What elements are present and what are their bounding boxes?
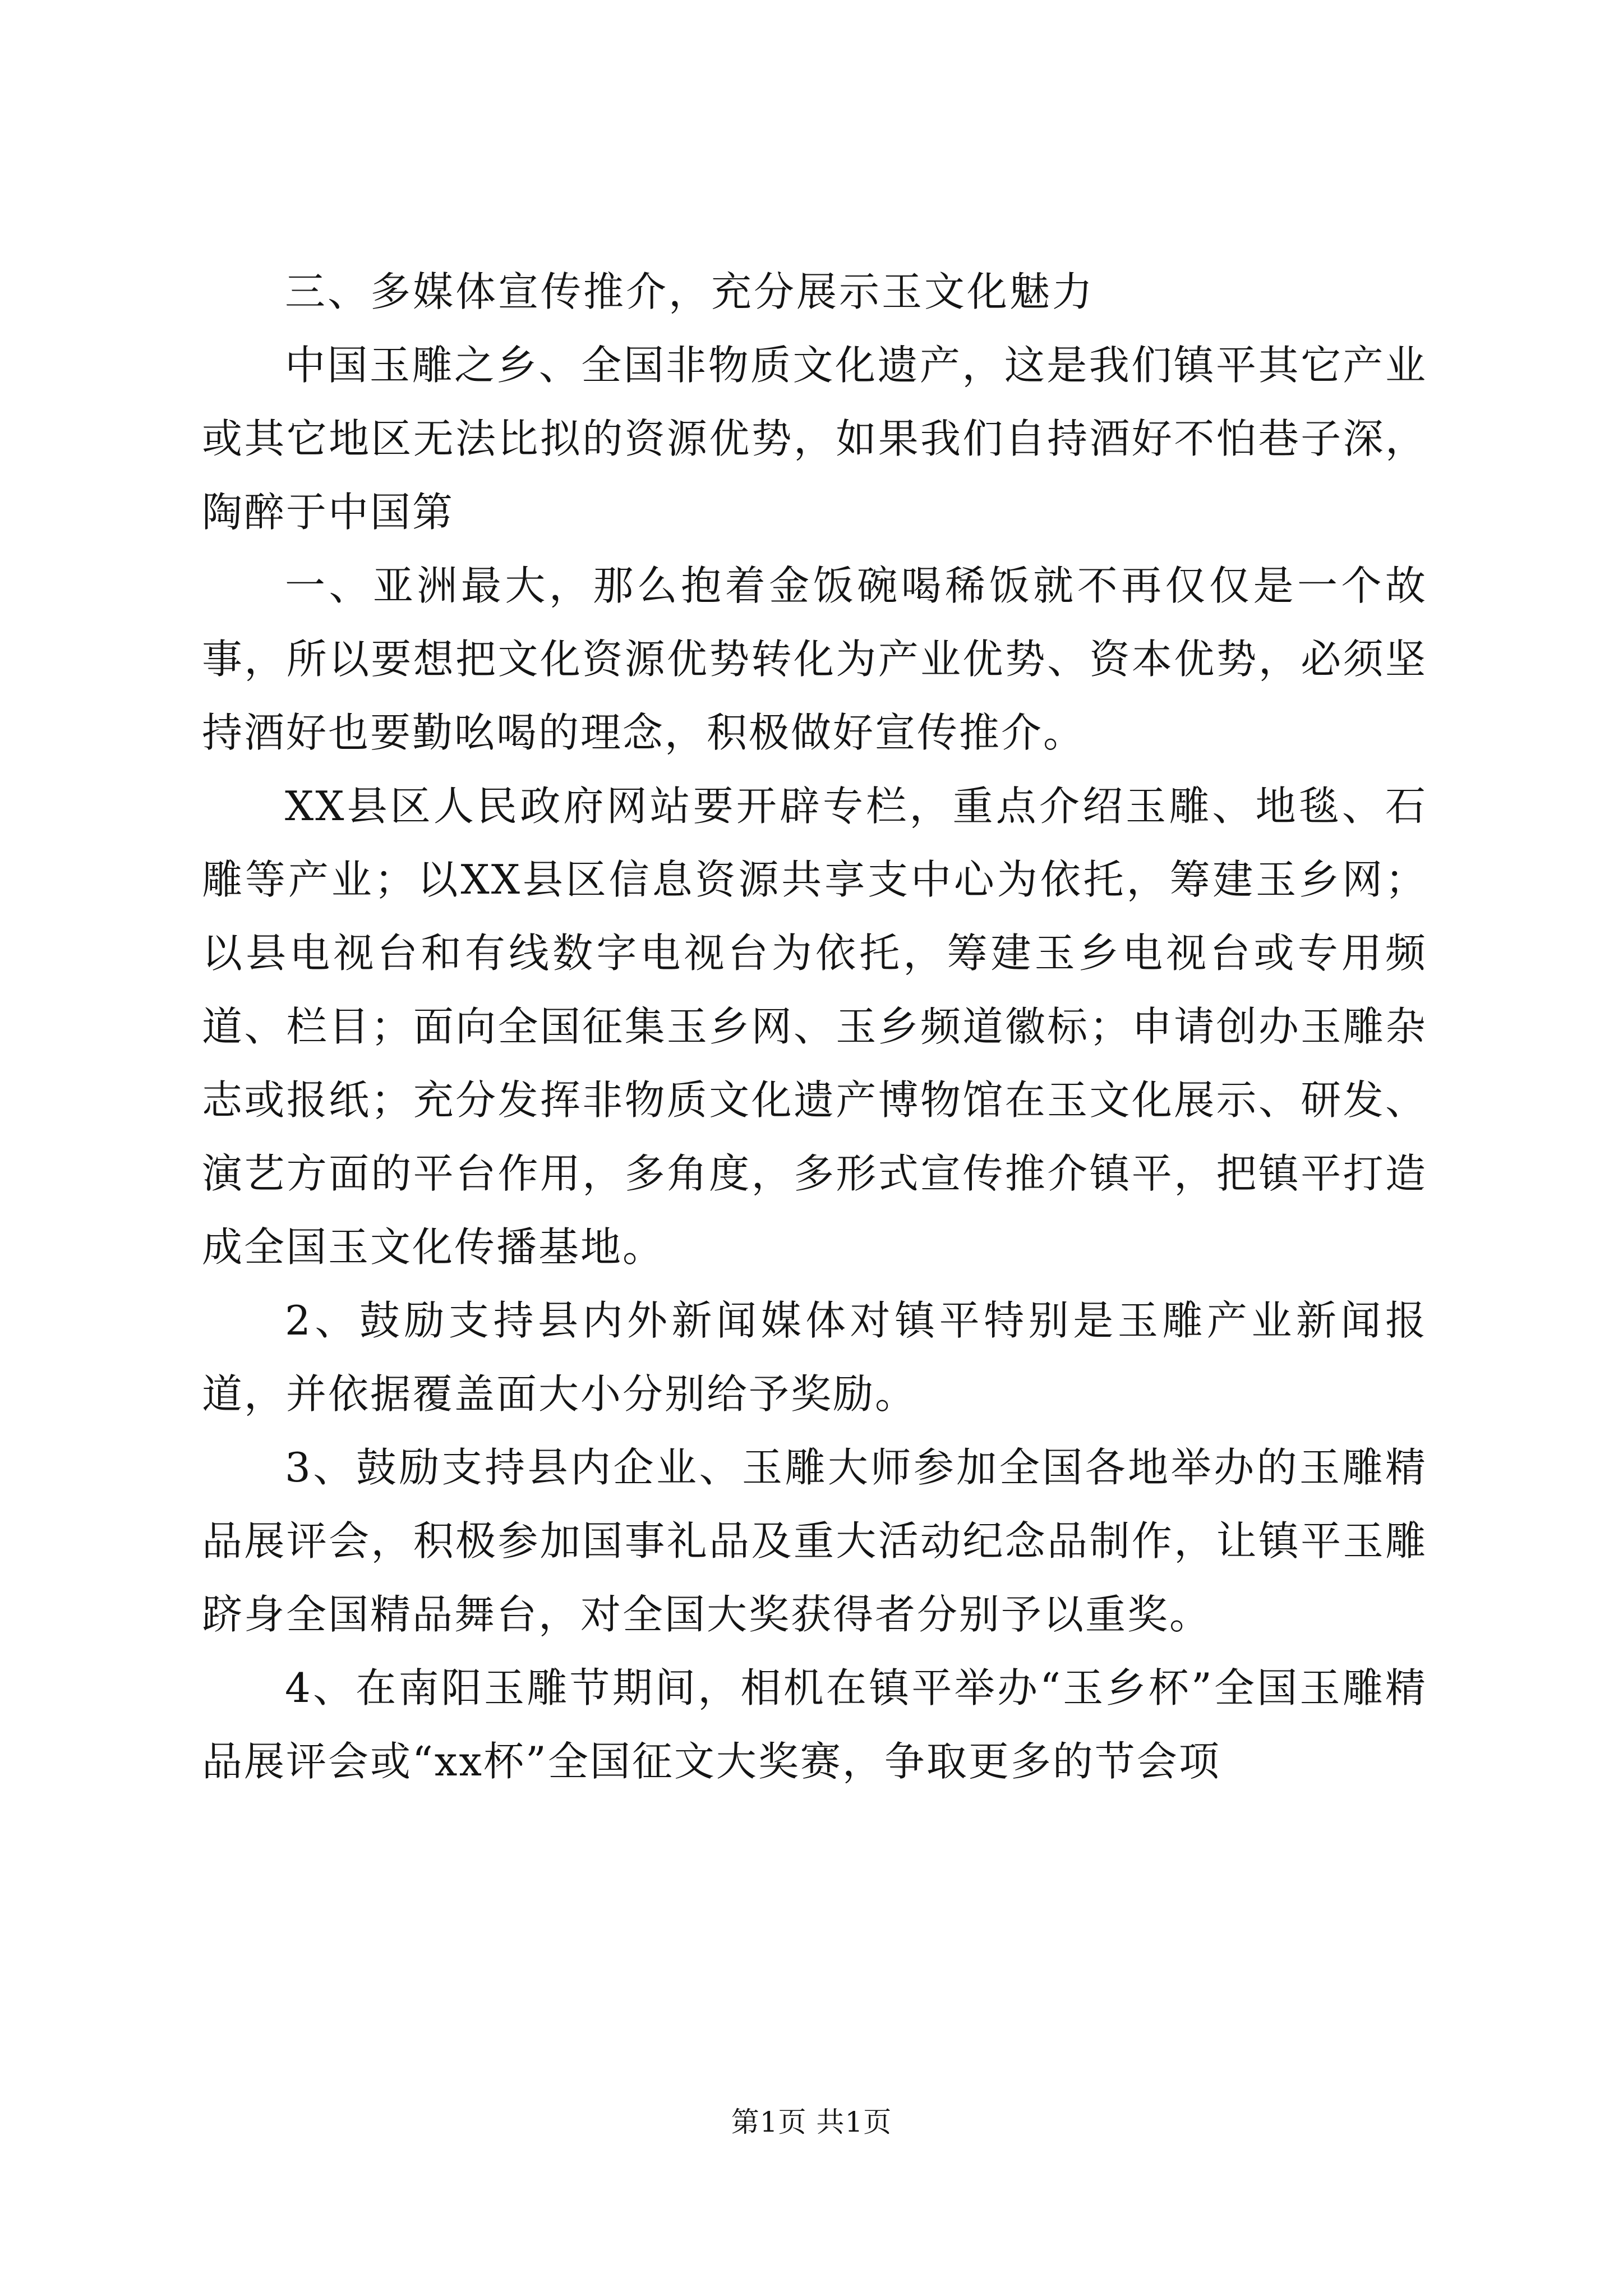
paragraph: 中国玉雕之乡、全国非物质文化遗产，这是我们镇平其它产业或其它地区无法比拟的资源优势，如果我们自持酒好不怕巷子深，陶醉于中国第 — [202, 342, 1427, 536]
paragraph: 3、鼓励支持县内企业、玉雕大师参加全国各地举办的玉雕精品展评会，积极参加国事礼品及重大活动纪念品制作，让镇平玉雕跻身全国精品舞台，对全国大奖获得者分别予以重奖。 — [202, 1444, 1427, 1638]
paragraph: 2、鼓励支持县内外新闻媒体对镇平特别是玉雕产业新闻报道，并依据覆盖面大小分别给予奖励。 — [202, 1297, 1427, 1418]
paragraph: 一、亚洲最大，那么抱着金饭碗喝稀饭就不再仅仅是一个故事，所以要想把文化资源优势转化为产业优势、资本优势，必须坚持酒好也要勤吆喝的理念，积极做好宣传推介。 — [202, 562, 1427, 756]
page-footer: 第1页 共1页 — [731, 2106, 892, 2138]
section-heading: 三、多媒体宣传推介，充分展示玉文化魅力 — [285, 268, 1095, 315]
paragraph: 4、在南阳玉雕节期间，相机在镇平举办“玉乡杯”全国玉雕精品展评会或“xx杯”全国征文大奖赛，争取更多的节会项 — [202, 1664, 1427, 1785]
document-body — [202, 255, 1427, 1798]
paragraph: XX县区人民政府网站要开辟专栏，重点介绍玉雕、地毯、石雕等产业；以XX县区信息资源共享支中心为依托，筹建玉乡网；以县电视台和有线数字电视台为依托，筹建玉乡电视台或专用频道、栏目；面向全国征集玉乡网、玉乡频道徽标；申请创办玉雕杂志或报纸；充分发挥非物质文化遗产博物馆在玉文化展示、研发、演艺方面的平台作用，多角度，多形式宣传推介镇平，把镇平打造成全国玉文化传播基地。 — [202, 783, 1427, 1271]
